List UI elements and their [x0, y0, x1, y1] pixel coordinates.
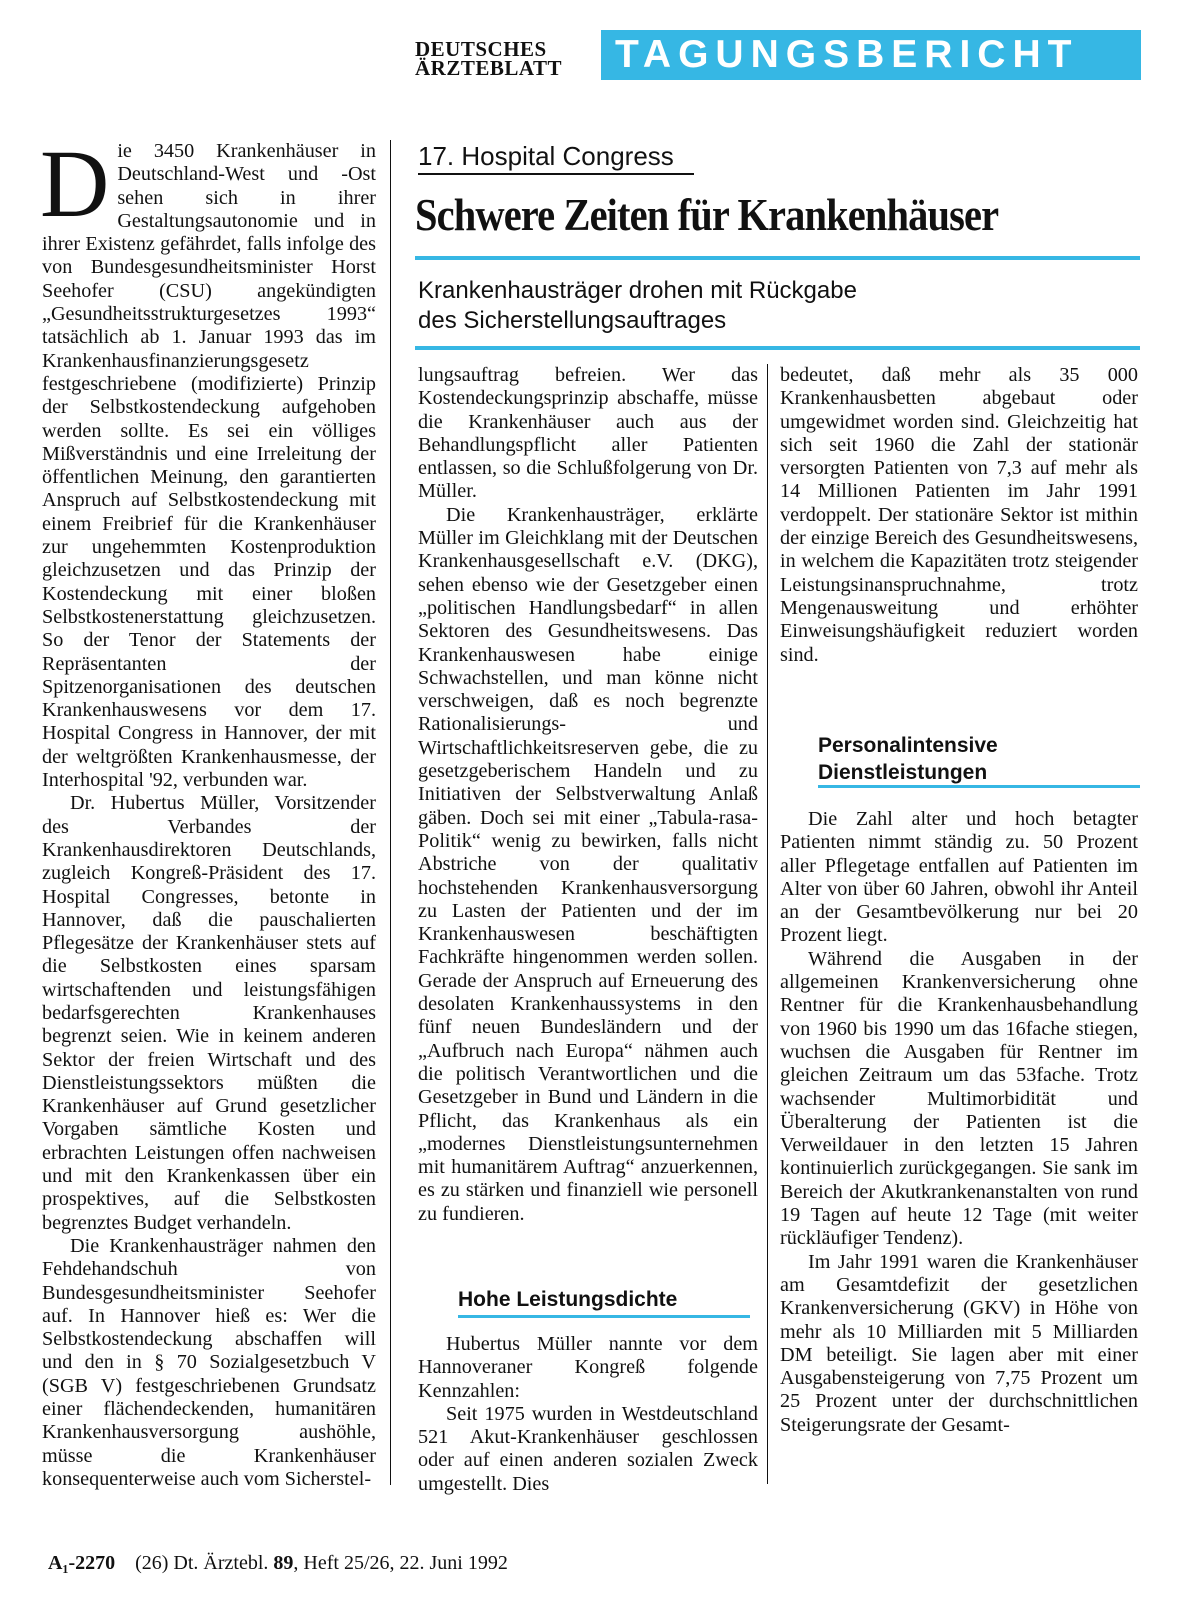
section-heading-personalintensive — [818, 732, 998, 786]
column-divider — [390, 140, 391, 1485]
kicker-underline — [418, 173, 694, 175]
paragraph: Im Jahr 1991 waren die Krankenhäuser am Gesamtdefizit der gesetzlichen Krankenversicherung (GKV) in Höhe von mehr als 10 Milliarden mit 5 Milliarden DM beteiligt. Sie lagen aber mit einer Ausgabensteigerung von 7,75 Prozent um 25 Prozent unter der durchschnittlichen Steigerungsrate der Gesamt- — [780, 1250, 1138, 1436]
page-id: A₁-2270 — [48, 1552, 116, 1574]
article-kicker: 17. Hospital Congress — [418, 141, 674, 171]
subhead-rule — [415, 346, 1140, 350]
paragraph: Hubertus Müller nannte vor dem Hannoveraner Kongreß folgende Kennzahlen: — [418, 1333, 758, 1402]
section-rule — [458, 1315, 750, 1318]
article-column-2-continued — [418, 1333, 758, 1496]
section-heading-line-1: Personalintensive — [818, 734, 998, 757]
logo-line-1: DEUTSCHES — [415, 37, 547, 61]
column-divider — [767, 364, 768, 1484]
rubric-banner: TAGUNGSBERICHT — [601, 30, 1141, 80]
drop-cap: D — [40, 130, 110, 237]
article-column-3 — [780, 364, 1138, 667]
paragraph: Die Krankenhausträger nahmen den Fehdehandschuh von Bundesgesundheitsminister Seehofer auf. In Hannover hieß es: Wer die Selbstkostendeckung abschaffen will und den in § 70 Sozialgesetzbuch V (SGB V) festgeschriebenen Grundsatz einer flächendeckenden, humanitären Krankenhausversorgung aushöhle, müsse die Krankenhäuser konsequenterweise auch vom Sicherstel- — [42, 1234, 376, 1490]
paragraph: Die Zahl alter und hoch betagter Patienten nimmt ständig zu. 50 Prozent aller Pflegetage entfallen auf Patienten im Alter von über 60 Jahren, obwohl ihr Anteil an der Gesamtbevölkerung nur bei 20 Prozent liegt. — [780, 808, 1138, 947]
subhead-line-2: des Sicherstellungsauftrages — [418, 307, 727, 334]
paragraph: Seit 1975 wurden in Westdeutschland 521 Akut-Krankenhäuser geschlossen oder auf einen anderen sozialen Zweck umgestellt. Dies — [418, 1402, 758, 1495]
page-footer — [48, 1552, 508, 1575]
paragraph: lungsauftrag befreien. Wer das Kostendeckungsprinzip abschaffe, müsse die Krankenhäuser auch aus der Behandlungspflicht aller Patienten entlassen, so die Schlußfolgerung von Dr. Müller. — [418, 364, 758, 503]
paragraph: Während die Ausgaben in der allgemeinen Krankenversicherung ohne Rentner für die Krankenhausbehandlung von 1960 bis 1990 um das 16fache stiegen, wuchsen die Ausgaben für Rentner im gleichen Zeitraum um das 53fache. Trotz wachsender Multimorbidität und Überalterung der Patienten ist die Verweildauer in den letzten 15 Jahren kontinuierlich zurückgegangen. Sie sank im Bereich der Akutkrankenanstalten von rund 19 Tagen auf heute 12 Tage (mit weiter rückläufiger Tendenz). — [780, 947, 1138, 1250]
volume-number: 89 — [273, 1552, 294, 1574]
journal-logo — [415, 37, 585, 80]
article-column-1 — [40, 130, 376, 1491]
page-number: (26) Dt. Ärztebl. — [135, 1552, 269, 1574]
section-heading-line-2: Dienstleistungen — [818, 761, 988, 784]
subhead-line-1: Krankenhausträger drohen mit Rückgabe — [418, 277, 857, 304]
article-headline: Schwere Zeiten für Krankenhäuser — [415, 189, 999, 240]
article-column-3-continued — [780, 808, 1138, 1437]
article-subhead — [418, 276, 1158, 336]
section-rule — [818, 785, 1140, 788]
paragraph: ie 3450 Krankenhäuser in Deutschland-West und -Ost sehen sich in ihrer Gestaltungsautonomie und in ihrer Existenz gefährdet, falls infolge des von Bundesgesundheitsminister Horst Seehofer (CSU) angekündigten „Gesundheitsstrukturgesetzes 1993“ tatsächlich ab 1. Januar 1993 das im Krankenhausfinanzierungsgesetz festgeschriebene (modifizierte) Prinzip der Selbstkostendeckung aufgehoben werden sollte. Es sei ein völliges Mißverständnis und eine Irreleitung der öffentlichen Meinung, den garantierten Anspruch auf Selbstkostendeckung mit einem Freibrief für die Krankenhäuser zur ungehemmten Kostenproduktion gleichzusetzen und das Prinzip der Kostendeckung mit einer bloßen Selbstkostenerstattung gleichzusetzen. So der Tenor der Statements der Repräsentanten der Spitzenorganisationen des deutschen Krankenhauswesens vor dem 17. Hospital Congress in Hannover, der mit der weltgrößten Krankenhausmesse, der Interhospital '92, verbunden war. — [42, 140, 376, 792]
article-column-2 — [418, 364, 758, 1244]
paragraph: bedeutet, daß mehr als 35 000 Krankenhausbetten abgebaut oder umgewidmet worden sind. Gleichzeitig hat sich seit 1960 die Zahl der stationär versorgten Patienten von 7,3 auf mehr als 14 Millionen Patienten im Jahr 1991 verdoppelt. Der stationäre Sektor ist mithin der einzige Bereich des Gesundheitswesens, in welchem die Kapazitäten trotz steigender Leistungsinanspruchnahme, trotz Mengenausweitung und erhöhter Einweisungshäufigkeit reduziert worden sind. — [780, 364, 1138, 666]
paragraph: Dr. Hubertus Müller, Vorsitzender des Verbandes der Krankenhausdirektoren Deutschlands, zugleich Kongreß-Präsident des 17. Hospital Congresses, betonte in Hannover, daß die pauschalierten Pflegesätze der Krankenhäuser stets auf die Selbstkosten eines sparsam wirtschaftenden und leistungsfähigen bedarfsgerechten Krankenhauses begrenzt seien. Wie in keinem anderen Sektor der freien Wirtschaft und des Dienstleistungssektors müßten die Krankenhäuser auf Grund gesetzlicher Vorgaben sämtliche Kosten und erbrachten Leistungen offen nachweisen und mit den Krankenkassen über ein prospektives, auf die Selbstkosten begrenztes Budget verhandeln. — [42, 792, 376, 1234]
paragraph: Die Krankenhausträger, erklärte Müller im Gleichklang mit der Deutschen Krankenhausgesellschaft e.V. (DKG), sehen ebenso wie der Gesetzgeber einen „politischen Handlungsbedarf“ in allen Sektoren des Gesundheitswesens. Das Krankenhauswesen habe einige Schwachstellen, und man könne nicht verschweigen, daß es noch begrenzte Rationalisierungs- und Wirtschaftlichkeitsreserven gebe, die zu gesetzgeberischem Handeln und zu Initiativen der Selbstverwaltung Anlaß gäben. Doch sei mit einer „Tabula-rasa-Politik“ wenig zu bewirken, falls nicht Abstriche von der qualitativ hochstehenden Krankenhausversorgung zu Lasten der Patienten und der im Krankenhauswesen beschäftigten Fachkräfte hingenommen werden sollen. Gerade der Anspruch auf Erneuerung des desolaten Krankenhaussystems in den fünf neuen Bundesländern und der „Aufbruch nach Europa“ nähmen auch die politisch Verantwortlichen und die Gesetzgeber in Bund und Ländern in die Pflicht, das Krankenhaus als ein „modernes Dienstleistungsunternehmen mit humanitärem Auftrag“ anzuerkennen, es zu stärken und finanziell wie personell zu fundieren. — [418, 503, 758, 1225]
logo-line-2: ÄRZTEBLATT — [415, 56, 562, 80]
issue-info: , Heft 25/26, 22. Juni 1992 — [293, 1552, 508, 1574]
section-heading-hohe-leistungsdichte: Hohe Leistungsdichte — [458, 1288, 678, 1311]
headline-rule — [415, 256, 1140, 260]
